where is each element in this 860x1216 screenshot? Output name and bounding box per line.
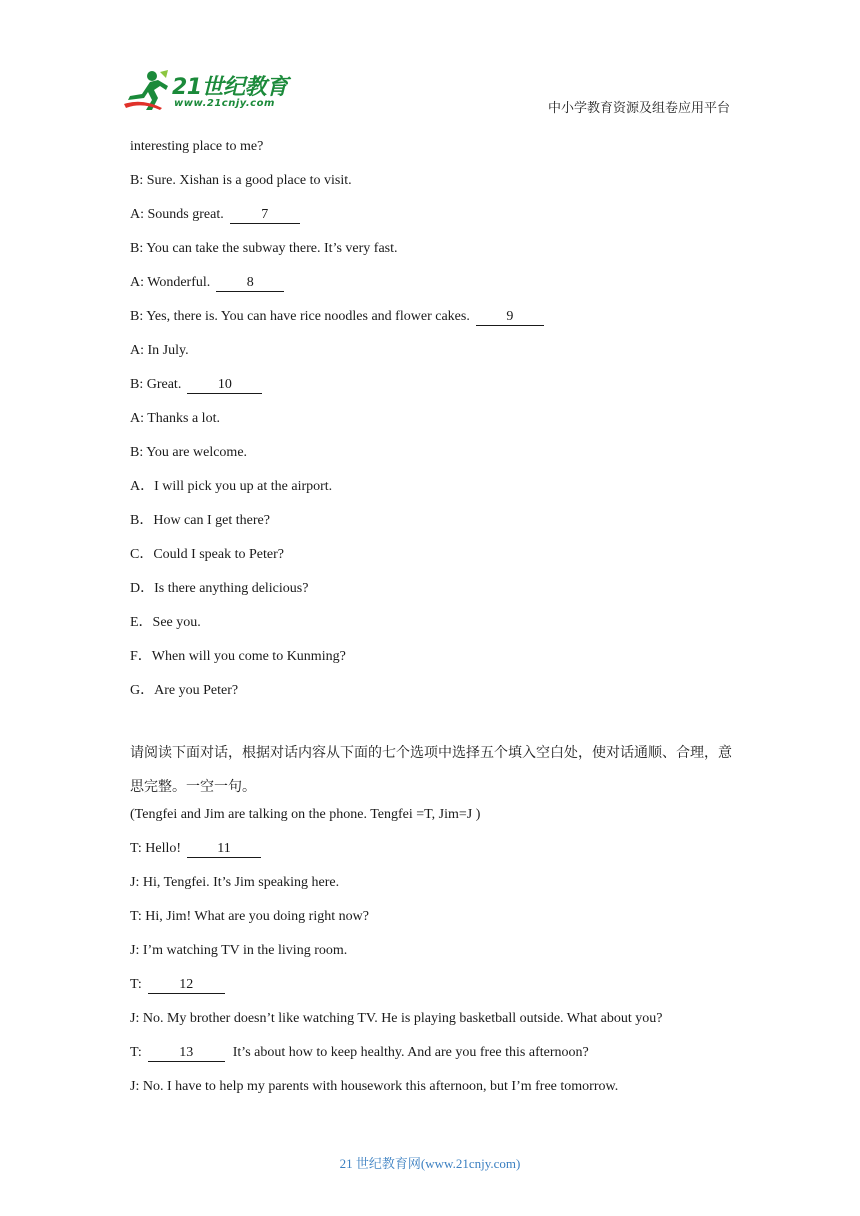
dialogue-line — [130, 408, 740, 442]
dialogue-line — [130, 1008, 740, 1042]
page-footer: 21 世纪教育网(www.21cnjy.com) — [339, 1156, 521, 1171]
dialogue-line — [130, 974, 740, 1008]
dialogue-one — [130, 136, 740, 476]
dialogue-line — [130, 374, 740, 408]
dialogue-line — [130, 306, 740, 340]
line-text: B: Yes, there is. You can have rice noodles and flower cakes. — [130, 309, 470, 324]
dialogue-two — [130, 838, 740, 1110]
line-text: T: — [130, 977, 142, 992]
options-list — [130, 476, 740, 714]
line-text: T: Hi, Jim! What are you doing right now? — [130, 909, 369, 924]
dialogue-line — [130, 940, 740, 974]
line-text: J: No. My brother doesn’t like watching TV. He is playing basketball outside. What about you? — [130, 1011, 663, 1026]
document-body — [130, 136, 740, 1110]
line-text: J: I’m watching TV in the living room. — [130, 943, 348, 958]
logo-url: www.21cnjy.com — [174, 98, 275, 109]
section-instruction: 请阅读下面对话，根据对话内容从下面的七个选项中选择五个填入空白处，使对话通顺、合理，意思完整。一空一句。 — [130, 745, 732, 795]
dialogue-line — [130, 1042, 740, 1076]
answer-blank[interactable]: 12 — [148, 977, 225, 994]
answer-blank[interactable]: 9 — [476, 309, 544, 326]
line-text: B: You are welcome. — [130, 445, 248, 460]
answer-blank[interactable]: 8 — [216, 275, 284, 292]
runner-logo-icon — [122, 68, 172, 114]
dialogue-line — [130, 204, 740, 238]
line-text: interesting place to me? — [130, 139, 264, 154]
option-item: G．Are you Peter? — [130, 683, 239, 698]
dialogue-line — [130, 272, 740, 306]
dialogue-line — [130, 340, 740, 374]
line-text: A: Wonderful. — [130, 275, 211, 290]
section-gap — [130, 714, 740, 736]
line-text: A: In July. — [130, 343, 189, 358]
answer-blank[interactable]: 13 — [148, 1045, 225, 1062]
answer-blank[interactable]: 7 — [230, 207, 300, 224]
platform-name: 中小学教育资源及组卷应用平台 — [547, 101, 730, 116]
dialogue-line — [130, 136, 740, 170]
line-text-after: It’s about how to keep healthy. And are you free this afternoon? — [232, 1045, 589, 1060]
option-item: D．Is there anything delicious? — [130, 581, 309, 596]
line-text: A: Sounds great. — [130, 207, 224, 222]
dialogue-line — [130, 906, 740, 940]
line-text: B: Sure. Xishan is a good place to visit. — [130, 173, 352, 188]
dialogue-line — [130, 170, 740, 204]
dialogue-line — [130, 872, 740, 906]
dialogue-line — [130, 838, 740, 872]
option-item: F．When will you come to Kunming? — [130, 649, 346, 664]
dialogue-context: (Tengfei and Jim are talking on the phone. Tengfei =T, Jim=J ) — [130, 807, 481, 822]
option-item: B．How can I get there? — [130, 513, 270, 528]
line-text: J: No. I have to help my parents with housework this afternoon, but I’m free tomorrow. — [130, 1079, 619, 1094]
answer-blank[interactable]: 10 — [187, 377, 262, 394]
line-text: T: — [130, 1045, 142, 1060]
dialogue-line — [130, 442, 740, 476]
option-item: C．Could I speak to Peter? — [130, 547, 284, 562]
line-text: A: Thanks a lot. — [130, 411, 220, 426]
line-text: T: Hello! — [130, 841, 182, 856]
line-text: B: Great. — [130, 377, 182, 392]
line-text: B: You can take the subway there. It’s very fast. — [130, 241, 398, 256]
page-header — [0, 0, 860, 130]
answer-blank[interactable]: 11 — [187, 841, 261, 858]
logo-text: 21世纪教育 — [172, 75, 288, 100]
option-item: A．I will pick you up at the airport. — [130, 479, 333, 494]
option-item: E．See you. — [130, 615, 201, 630]
dialogue-line — [130, 1076, 740, 1110]
dialogue-line — [130, 238, 740, 272]
site-logo — [122, 68, 292, 116]
line-text: J: Hi, Tengfei. It’s Jim speaking here. — [130, 875, 340, 890]
